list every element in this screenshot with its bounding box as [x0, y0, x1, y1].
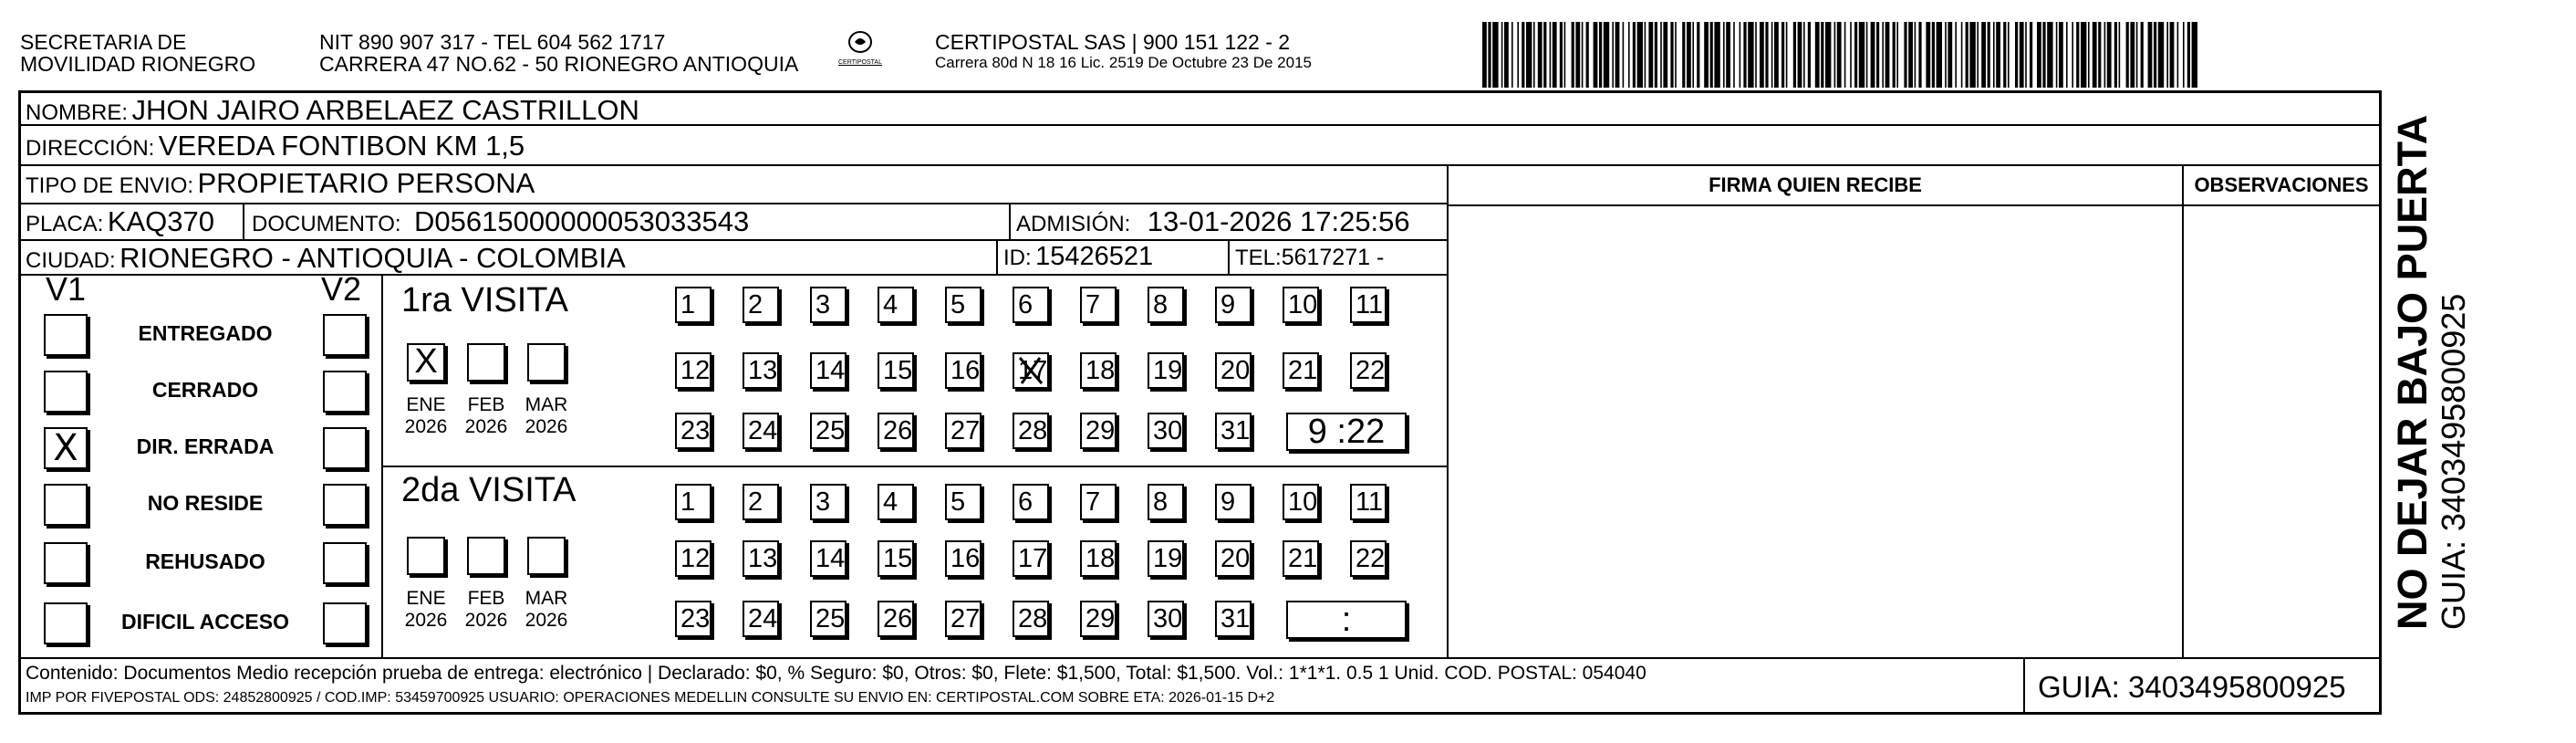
v2-day-10[interactable]: 10: [1283, 484, 1319, 520]
v1-day-9[interactable]: 9: [1215, 287, 1252, 323]
firma-header: FIRMA QUIEN RECIBE: [1709, 173, 1922, 196]
v1-day-20[interactable]: 20: [1215, 352, 1252, 389]
v1-day-5[interactable]: 5: [945, 287, 982, 323]
nombre-row: [26, 94, 639, 127]
v1-checkbox-3[interactable]: [44, 484, 88, 526]
status-label-3: NO RESIDE: [147, 491, 264, 515]
signature-area[interactable]: [1449, 206, 2182, 657]
v2-month-box-1[interactable]: [467, 537, 505, 575]
placa-value: KAQ370: [107, 205, 215, 237]
v1-time-box[interactable]: 9 :22: [1286, 413, 1407, 451]
carrier-logo: [836, 29, 885, 67]
v2-day-14[interactable]: 14: [810, 540, 847, 577]
v2-checkbox-3[interactable]: [323, 484, 367, 526]
v1-day-4[interactable]: 4: [878, 287, 914, 323]
v2-header: V2: [321, 270, 362, 308]
observaciones-area[interactable]: [2184, 206, 2379, 657]
v1-day-16[interactable]: 16: [945, 352, 982, 389]
v2-checkbox-1[interactable]: [323, 371, 367, 413]
v2-day-12[interactable]: 12: [675, 540, 712, 577]
v2-month-label-2: [516, 588, 576, 632]
documento-label: DOCUMENTO:: [252, 212, 401, 236]
v2-day-9[interactable]: 9: [1215, 484, 1252, 520]
v2-checkbox-0[interactable]: [323, 314, 367, 356]
footer-print-info: IMP POR FIVEPOSTAL ODS: 24852800925 / COD.IMP: 53459700925 USUARIO: OPERACIONES MEDELLIN CONSULTE SU ENVIO EN: CERTIPOSTAL.COM SOBRE ETA: 2026-01-15 D+2: [26, 690, 1275, 706]
v1-checkbox-2[interactable]: X: [44, 427, 88, 469]
v2-day-21[interactable]: 21: [1283, 540, 1319, 577]
v2-day-24[interactable]: 24: [743, 601, 779, 637]
org-line1: SECRETARIA DE: [20, 30, 187, 54]
v2-month-label-1: [456, 588, 516, 632]
v1-month-label-1: [456, 394, 516, 438]
status-label-1: CERRADO: [151, 378, 259, 402]
v1-day-15[interactable]: 15: [878, 352, 914, 389]
v1-day-24[interactable]: 24: [743, 413, 779, 449]
month-year: 2026: [404, 416, 448, 437]
v1-header: V1: [46, 270, 87, 308]
v1-day-3[interactable]: 3: [810, 287, 847, 323]
v1-day-2[interactable]: 2: [743, 287, 779, 323]
status-label-0: ENTREGADO: [138, 321, 273, 345]
v1-day-23[interactable]: 23: [675, 413, 712, 449]
tel-row: [1235, 245, 1384, 271]
v1-day-21[interactable]: 21: [1283, 352, 1319, 389]
handwritten-mark-icon: [1013, 352, 1049, 389]
tipo-row: [26, 167, 535, 200]
month-year: 2026: [464, 610, 508, 631]
month-name: MAR: [525, 394, 568, 415]
v2-day-3[interactable]: 3: [810, 484, 847, 520]
month-name: ENE: [406, 588, 446, 609]
tipo-value: PROPIETARIO PERSONA: [197, 167, 535, 199]
v2-day-15[interactable]: 15: [878, 540, 914, 577]
month-year: 2026: [404, 610, 448, 631]
v2-day-6[interactable]: 6: [1013, 484, 1049, 520]
v2-day-11[interactable]: 11: [1350, 484, 1387, 520]
observaciones-header: OBSERVACIONES: [2194, 173, 2369, 196]
v2-day-8[interactable]: 8: [1148, 484, 1184, 520]
status-label-5: DIFICIL ACCESO: [120, 610, 289, 633]
v1-day-1[interactable]: 1: [675, 287, 712, 323]
v2-day-17[interactable]: 17: [1013, 540, 1049, 577]
carrier-line1: CERTIPOSTAL SAS | 900 151 122 - 2: [935, 30, 1291, 54]
v2-day-28[interactable]: 28: [1013, 601, 1049, 637]
v1-day-19[interactable]: 19: [1148, 352, 1184, 389]
v2-month-box-0[interactable]: [407, 537, 445, 575]
v1-day-29[interactable]: 29: [1080, 413, 1117, 449]
v1-day-25[interactable]: 25: [810, 413, 847, 449]
v1-checkbox-0[interactable]: [44, 314, 88, 356]
carrier-line2: Carrera 80d N 18 16 Lic. 2519 De Octubre 23 De 2015: [935, 54, 1312, 71]
v1-day-7[interactable]: 7: [1080, 287, 1117, 323]
v1-checkbox-1[interactable]: [44, 371, 88, 413]
v2-day-26[interactable]: 26: [878, 601, 914, 637]
logo-text: CERTIPOSTAL: [838, 59, 882, 66]
v2-checkbox-2[interactable]: [323, 427, 367, 469]
visit2-title: 2da VISITA: [401, 471, 576, 509]
v1-day-13[interactable]: 13: [743, 352, 779, 389]
direccion-value: VEREDA FONTIBON KM 1,5: [158, 130, 525, 162]
month-year: 2026: [525, 610, 568, 631]
admision-value: 13-01-2026 17:25:56: [1147, 205, 1410, 237]
org-name: [20, 31, 255, 75]
month-year: 2026: [525, 416, 568, 437]
documento-row: [252, 205, 749, 238]
v2-time-box[interactable]: :: [1286, 601, 1407, 639]
v2-day-30[interactable]: 30: [1148, 601, 1184, 637]
ciudad-value: RIONEGRO - ANTIOQUIA - COLOMBIA: [119, 242, 626, 274]
placa-label: PLACA:: [26, 212, 104, 236]
tipo-label: TIPO DE ENVIO:: [26, 173, 194, 198]
side-guia: GUIA: 3403495800925: [2435, 293, 2472, 630]
v1-day-6[interactable]: 6: [1013, 287, 1049, 323]
direccion-label: DIRECCIÓN:: [26, 136, 155, 161]
v2-day-27[interactable]: 27: [945, 601, 982, 637]
nombre-label: NOMBRE:: [26, 100, 129, 125]
v1-day-17[interactable]: 17: [1013, 352, 1049, 389]
side-warning: NO DEJAR BAJO PUERTA: [2389, 114, 2436, 630]
status-label-4: REHUSADO: [145, 549, 265, 573]
org-line2: MOVILIDAD RIONEGRO: [20, 52, 256, 76]
v1-day-14[interactable]: 14: [810, 352, 847, 389]
tel-label: TEL:: [1235, 246, 1282, 270]
v1-day-30[interactable]: 30: [1148, 413, 1184, 449]
placa-row: [26, 205, 214, 238]
month-name: FEB: [467, 588, 505, 609]
v2-day-22[interactable]: 22: [1350, 540, 1387, 577]
v1-day-26[interactable]: 26: [878, 413, 914, 449]
nit-line: NIT 890 907 317 - TEL 604 562 1717: [319, 30, 666, 54]
status-label-2: DIR. ERRADA: [136, 434, 275, 458]
nombre-value: JHON JAIRO ARBELAEZ CASTRILLON: [131, 94, 639, 126]
v2-day-20[interactable]: 20: [1215, 540, 1252, 577]
month-name: MAR: [525, 588, 568, 609]
v2-day-18[interactable]: 18: [1080, 540, 1117, 577]
v2-day-4[interactable]: 4: [878, 484, 914, 520]
v1-checkbox-4[interactable]: [44, 542, 88, 584]
v2-day-5[interactable]: 5: [945, 484, 982, 520]
logo-icon: [847, 29, 874, 55]
v1-day-10[interactable]: 10: [1283, 287, 1319, 323]
month-year: 2026: [464, 416, 508, 437]
v2-day-16[interactable]: 16: [945, 540, 982, 577]
visit1-title: 1ra VISITA: [401, 281, 569, 319]
v2-month-box-2[interactable]: [527, 537, 566, 575]
v1-day-31[interactable]: 31: [1215, 413, 1252, 449]
v1-month-label-2: [516, 394, 576, 438]
side-text: [2390, 115, 2472, 630]
v2-day-31[interactable]: 31: [1215, 601, 1252, 637]
v1-month-box-2[interactable]: [527, 343, 566, 382]
v2-checkbox-4[interactable]: [323, 542, 367, 584]
month-name: FEB: [467, 394, 505, 415]
v1-day-27[interactable]: 27: [945, 413, 982, 449]
v2-day-25[interactable]: 25: [810, 601, 847, 637]
v2-day-23[interactable]: 23: [675, 601, 712, 637]
v1-day-8[interactable]: 8: [1148, 287, 1184, 323]
v1-day-11[interactable]: 11: [1350, 287, 1387, 323]
address-line: CARRERA 47 NO.62 - 50 RIONEGRO ANTIOQUIA: [319, 52, 799, 76]
tel-value: 5617271 -: [1281, 245, 1385, 270]
id-label: ID:: [1003, 246, 1032, 270]
v2-checkbox-5[interactable]: [323, 602, 367, 644]
v1-day-28[interactable]: 28: [1013, 413, 1049, 449]
documento-value: D05615000000053033543: [414, 205, 750, 237]
v2-month-label-0: [396, 588, 456, 632]
v2-day-19[interactable]: 19: [1148, 540, 1184, 577]
id-row: [1003, 242, 1153, 272]
v2-day-7[interactable]: 7: [1080, 484, 1117, 520]
v1-day-18[interactable]: 18: [1080, 352, 1117, 389]
carrier-info: [935, 31, 1312, 73]
barcode: [1482, 22, 2203, 88]
direccion-row: [26, 130, 525, 162]
v2-day-29[interactable]: 29: [1080, 601, 1117, 637]
footer-guia: GUIA: 3403495800925: [2038, 670, 2346, 704]
v2-day-13[interactable]: 13: [743, 540, 779, 577]
admision-label: ADMISIÓN:: [1016, 212, 1131, 236]
month-name: ENE: [406, 394, 446, 415]
v1-checkbox-5[interactable]: [44, 602, 88, 644]
id-value: 15426521: [1035, 242, 1154, 271]
v2-day-2[interactable]: 2: [743, 484, 779, 520]
v1-day-22[interactable]: 22: [1350, 352, 1387, 389]
v1-day-12[interactable]: 12: [675, 352, 712, 389]
admision-row: [1016, 205, 1410, 238]
v1-month-box-0[interactable]: X: [407, 343, 445, 382]
org-contact: [319, 31, 798, 75]
v2-day-1[interactable]: 1: [675, 484, 712, 520]
v1-month-box-1[interactable]: [467, 343, 505, 382]
ciudad-label: CIUDAD:: [26, 248, 116, 273]
footer-content: Contenido: Documentos Medio recepción prueba de entrega: electrónico | Declarado: $0, % Seguro: $0, Otros: $0, Flete: $1,500, Total: $1,500. Vol.: 1*1*1. 0.5 1 Unid. COD. POSTAL: 054040: [26, 663, 1646, 684]
v1-month-label-0: [396, 394, 456, 438]
